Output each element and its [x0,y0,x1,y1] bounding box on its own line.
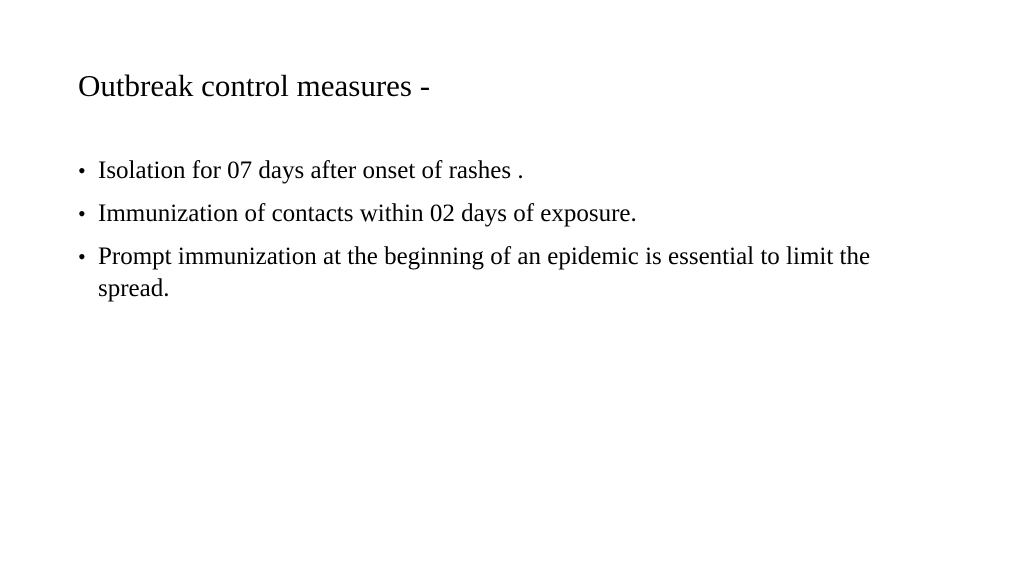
bullet-item-isolation [78,155,938,187]
bullet-item-prompt-immunization [78,241,938,305]
bullet-text: Isolation for 07 days after onset of rashes . [98,157,524,184]
bullet-item-immunization-contacts [78,198,938,230]
bullet-marker: • [78,244,86,269]
bullet-text: Immunization of contacts within 02 days of exposure. [98,200,637,227]
bullet-marker: • [78,158,86,183]
slide-title: Outbreak control measures - [78,68,431,103]
bullet-marker: • [78,201,86,226]
bullet-text: Prompt immunization at the beginning of an epidemic is essential to limit the spread. [98,243,871,302]
bullet-list [78,155,938,316]
